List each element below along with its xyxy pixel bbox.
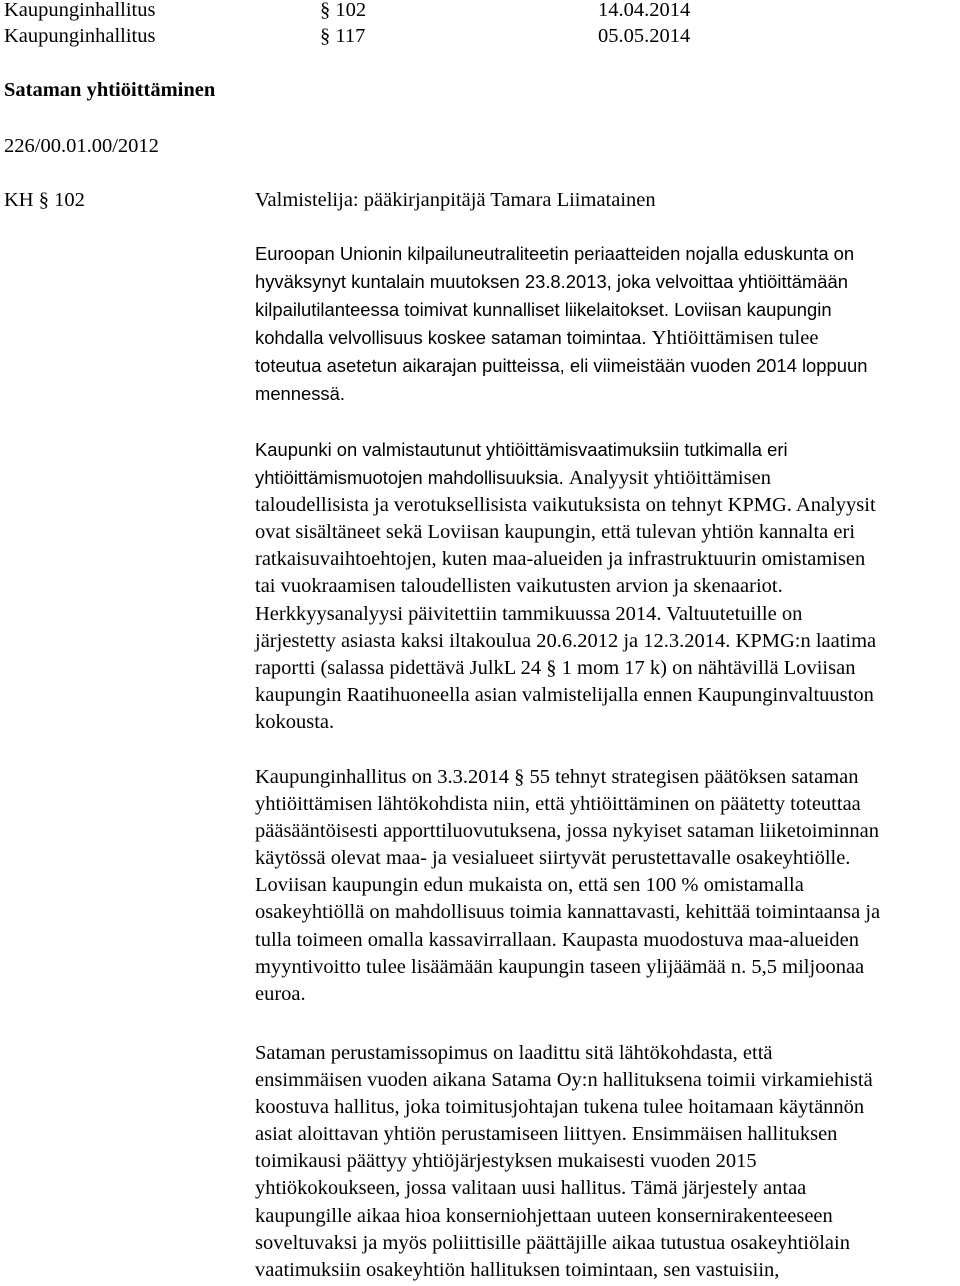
paragraph <box>255 1040 960 1284</box>
text-run: yhtiöittämismuotojen mahdollisuuksia. <box>255 467 569 489</box>
paragraph-line <box>255 1175 960 1202</box>
paragraph-line <box>255 764 960 791</box>
paragraph-line <box>255 268 960 296</box>
text-run: soveltuvaksi ja myös poliittisille päättäjille aikaa tutustua osakeyhtiölain <box>255 1231 850 1254</box>
paragraph-line <box>255 899 960 926</box>
paragraph-line <box>255 628 960 655</box>
text-run: ensimmäisen vuoden aikana Satama Oy:n hallituksena toimii virkamiehistä <box>255 1069 873 1092</box>
paragraph-line <box>255 682 960 709</box>
text-run: toteutua asetetun aikarajan puitteissa, eli viimeistään vuoden 2014 loppuun <box>255 355 868 377</box>
text-run: Kaupunki on valmistautunut yhtiöittämisvaatimuksiin tutkimalla eri <box>255 439 788 460</box>
paragraph-line <box>255 601 960 628</box>
paragraph-line <box>255 1203 960 1230</box>
item-organ: KH <box>4 189 34 211</box>
paragraph <box>255 240 960 409</box>
paragraph-line <box>255 655 960 682</box>
text-run: pääsääntöisesti apporttiluovutuksena, jossa nykyiset sataman liiketoiminnan <box>255 820 879 843</box>
paragraph <box>255 436 960 736</box>
paragraph-line <box>255 845 960 872</box>
paragraph-line <box>255 1257 960 1284</box>
section-number: 102 <box>335 0 367 21</box>
paragraph <box>255 764 960 1008</box>
text-run: järjestetty asiasta kaksi iltakoulua 20.6.2012 ja 12.3.2014. KPMG:n laatima <box>255 629 877 652</box>
header-organ: Kaupunginhallitus <box>4 0 156 21</box>
text-run: ovat sisältäneet sekä Loviisan kaupungin, että tulevan yhtiön kannalta eri <box>255 521 856 544</box>
text-run: mennessä. <box>255 383 345 405</box>
paragraph-line <box>255 296 960 324</box>
text-run: Euroopan Unionin kilpailuneutraliteetin periaatteiden nojalla eduskunta on <box>255 243 855 264</box>
text-run: Kaupunginhallitus on 3.3.2014 § 55 tehnyt strategisen päätöksen sataman <box>255 766 859 788</box>
text-run: käytössä olevat maa- ja vesialueet siirtyvät perustettavalle osakeyhtiölle. <box>255 847 851 870</box>
text-run: toimikausi päättyy yhtiöjärjestyksen mukaisesti vuoden 2015 <box>255 1150 757 1173</box>
text-run: hyväksynyt kuntalain muutoksen 23.8.2013, joka velvoittaa yhtiöittämään <box>255 271 848 293</box>
item-reference <box>4 186 85 214</box>
paragraph-line <box>255 519 960 546</box>
text-run: kaupungin Raatihuoneella asian valmistelijalla ennen Kaupunginvaltuuston <box>255 683 874 706</box>
paragraph-line <box>255 380 960 408</box>
header-section-number <box>320 0 366 24</box>
diary-number: 226/00.01.00/2012 <box>4 135 159 157</box>
header-date: 14.04.2014 <box>598 0 691 21</box>
paragraph-line <box>255 464 960 492</box>
paragraph-line <box>255 436 960 464</box>
paragraph-line <box>255 1148 960 1175</box>
paragraph-line <box>255 240 960 268</box>
text-run: Herkkyysanalyysi päivitettiin tammikuussa 2014. Valtuutetuille on <box>255 602 803 625</box>
text-run: kilpailutilanteessa toimivat kunnalliset liikelaitokset. Loviisan kaupungin <box>255 299 832 321</box>
paragraph-line <box>255 352 960 380</box>
section-sign: § <box>320 25 331 47</box>
text-run: taloudellisista ja verotuksellisista vaikutuksista on tehnyt KPMG. Analyysit <box>255 494 876 517</box>
paragraph-line <box>255 1230 960 1257</box>
section-number: 117 <box>335 25 366 47</box>
text-run: kaupungille aikaa hioa konserniohjettaan uuteen konsernirakenteeseen <box>255 1204 833 1227</box>
paragraph-line <box>255 546 960 573</box>
paragraph-line <box>255 324 960 352</box>
text-run: yhtiöittämisen lähtökohdista niin, että yhtiöittäminen on päätetty toteuttaa <box>255 793 861 816</box>
paragraph-line <box>255 818 960 845</box>
paragraph-line <box>255 954 960 981</box>
text-run: asiat aloittavan yhtiön perustamiseen liittyen. Ensimmäisen hallituksen <box>255 1123 838 1146</box>
text-run: Yhtiöittämisen tulee <box>651 327 819 350</box>
document-title: Sataman yhtiöittäminen <box>4 79 216 101</box>
paragraph-line <box>255 927 960 954</box>
section-sign: § <box>38 189 49 211</box>
paragraph-line <box>255 1067 960 1094</box>
section-sign: § <box>320 0 331 21</box>
paragraph-line <box>255 872 960 899</box>
text-run: Sataman perustamissopimus on laadittu sitä lähtökohdasta, että <box>255 1042 773 1064</box>
paragraph-line <box>255 1094 960 1121</box>
text-run: Analyysit yhtiöittämisen <box>568 467 771 490</box>
header-organ: Kaupunginhallitus <box>4 25 156 47</box>
text-run: ratkaisuvaihtoehtojen, kuten maa-alueiden ja infrastruktuurin omistamisen <box>255 548 866 571</box>
text-run: osakeyhtiöllä on mahdollisuus toimia kannattavasti, kehittää toimintaansa ja <box>255 901 881 924</box>
text-run: Loviisan kaupungin edun mukaista on, että sen 100 % omistamalla <box>255 874 804 897</box>
paragraph-line <box>255 709 960 736</box>
text-run: vaatimuksiin osakeyhtiön hallituksen toimintaan, sen vastuisiin, <box>255 1258 780 1281</box>
header-section-number <box>320 22 365 50</box>
text-run: koostuva hallitus, joka toimitusjohtajan tukena tulee hoitamaan käytännön <box>255 1096 865 1119</box>
paragraph-line <box>255 791 960 818</box>
item-number: 102 <box>54 189 85 211</box>
paragraph-line <box>255 573 960 600</box>
text-run: kohdalla velvollisuus koskee sataman toimintaa. <box>255 327 652 349</box>
text-run: tai vuokraamisen taloudellisten vaikutusten arvion ja skenaariot. <box>255 575 783 598</box>
paragraph-line <box>255 1121 960 1148</box>
header-date: 05.05.2014 <box>598 25 691 47</box>
paragraph-line <box>255 981 960 1008</box>
text-run: tulla toimeen omalla kassavirrallaan. Kaupasta muodostuva maa-alueiden <box>255 928 859 951</box>
text-run: myyntivoitto tulee lisäämään kaupungin taseen ylijäämää n. 5,5 miljoonaa <box>255 955 865 978</box>
paragraph-line <box>255 1040 960 1067</box>
paragraph-line <box>255 492 960 519</box>
text-run: raportti (salassa pidettävä JulkL 24 § 1 mom 17 k) on nähtävillä Loviisan <box>255 656 856 679</box>
text-run: yhtiökokoukseen, jossa valitaan uusi hallitus. Tämä järjestely antaa <box>255 1177 807 1200</box>
text-run: kokousta. <box>255 710 335 733</box>
preparer-line: Valmistelija: pääkirjanpitäjä Tamara Liimatainen <box>255 189 656 211</box>
text-run: euroa. <box>255 982 306 1005</box>
